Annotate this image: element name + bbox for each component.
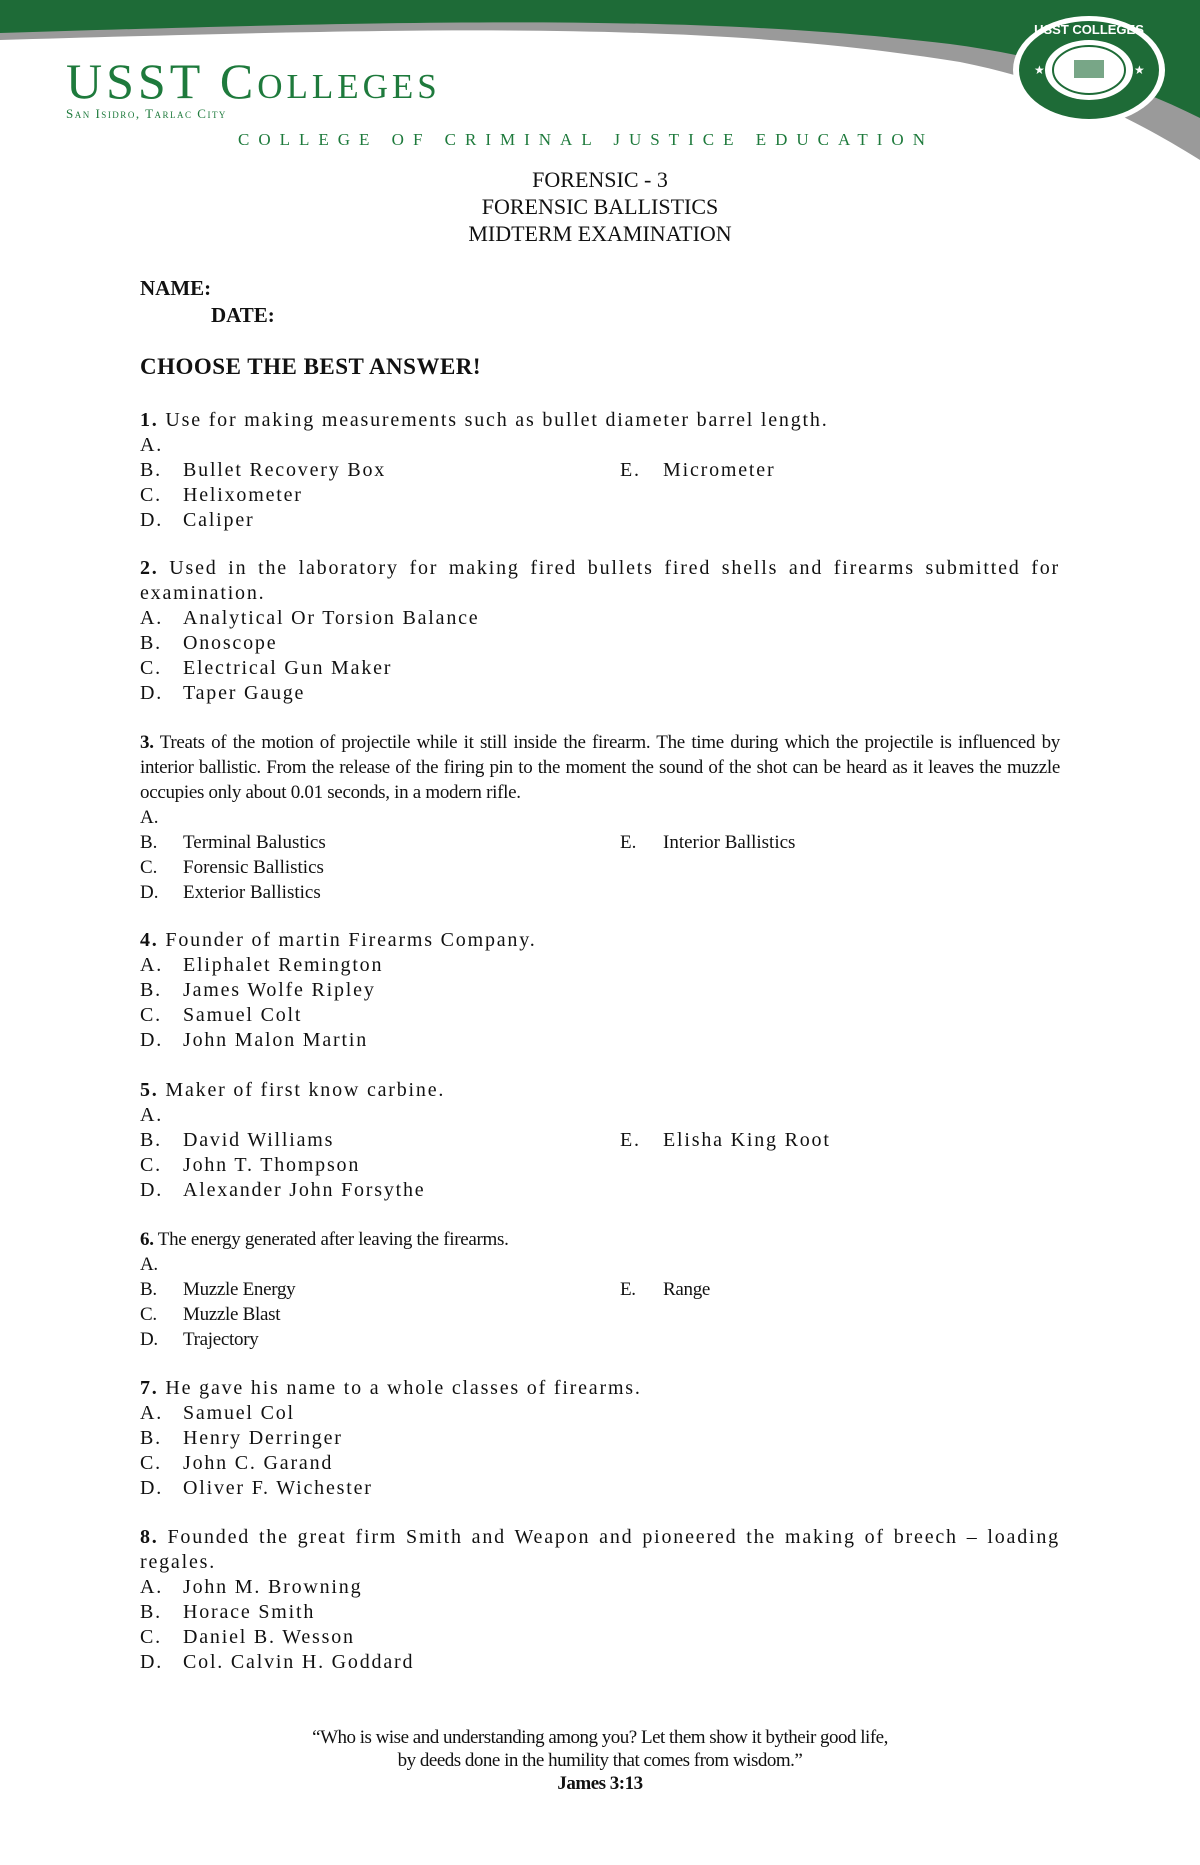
option-d[interactable]: D. Taper Gauge [140, 682, 306, 704]
school-logo [66, 53, 441, 122]
option-a[interactable]: A. [140, 434, 164, 456]
question-8 [140, 1525, 1060, 1675]
option-b[interactable]: B. Horace Smith [140, 1601, 316, 1623]
question-text: 3. Treats of the motion of projectile while it still inside the firearm. The time during which the projectile is influenced by interior ballistic. From the release of the firing pin to the moment the sound of the shot can be heard as it leaves the muzzle occupies only about 0.01 seconds, in a modern rifle. [140, 732, 1061, 803]
name-label: NAME: [140, 276, 212, 300]
option-b[interactable]: B. Henry Derringer [140, 1427, 343, 1449]
option-c[interactable]: C. Forensic Ballistics [140, 857, 324, 878]
option-a[interactable]: A. Analytical Or Torsion Balance [140, 607, 480, 629]
question-6 [140, 1227, 1060, 1352]
option-d[interactable]: D. John Malon Martin [140, 1029, 369, 1051]
option-b[interactable]: B. Onoscope [140, 632, 278, 654]
question-2 [140, 556, 1060, 706]
exam-title-line3: MIDTERM EXAMINATION [468, 221, 732, 246]
question-number: 4. [140, 929, 159, 951]
question-number: 7. [140, 1377, 159, 1399]
question-text: 8. Founded the great firm Smith and Weapon and pioneered the making of breech – loading regales. [140, 1526, 1060, 1573]
school-seal-icon [1008, 12, 1170, 134]
option-c[interactable]: C. John C. Garand [140, 1452, 334, 1474]
exam-title [0, 166, 1200, 247]
option-b[interactable]: B. Muzzle Energy E. Range [140, 1279, 711, 1300]
option-e: E. [620, 1279, 636, 1300]
quote-line-2: by deeds done in the humility that comes from wisdom.” [397, 1750, 803, 1771]
option-c[interactable]: C. John T. Thompson [140, 1154, 361, 1176]
date-label: DATE: [211, 303, 275, 327]
question-3 [140, 730, 1060, 905]
svg-text:★: ★ [1034, 63, 1045, 77]
option-b[interactable]: B. James Wolfe Ripley [140, 979, 376, 1001]
instruction-heading: CHOOSE THE BEST ANSWER! [140, 354, 482, 379]
question-text: 2. Used in the laboratory for making fired bullets fired shells and firearms submitted for examination. [140, 557, 1060, 604]
option-e: E. [620, 1129, 641, 1151]
option-b[interactable]: B. Bullet Recovery Box E. Micrometer [140, 459, 776, 481]
option-a[interactable]: A. John M. Browning [140, 1576, 363, 1598]
option-e: E. [620, 459, 641, 481]
question-text: 6. The energy generated after leaving the firearms. [140, 1229, 509, 1250]
option-a[interactable]: A. [140, 1104, 164, 1126]
quote-line-1: “Who is wise and understanding among you? Let them show it bytheir good life, [312, 1727, 888, 1748]
exam-title-line1: FORENSIC - 3 [532, 167, 668, 192]
question-5 [140, 1078, 1060, 1203]
question-7 [140, 1376, 1060, 1501]
school-location: San Isidro, Tarlac City [66, 106, 227, 121]
option-e: E. [620, 832, 637, 853]
school-name: USST Colleges [66, 53, 441, 109]
question-number: 2. [140, 557, 159, 579]
question-text: 4. Founder of martin Firearms Company. [140, 929, 537, 951]
option-b[interactable]: B. Terminal Balustics E. Interior Ballistics [140, 832, 796, 853]
option-c[interactable]: C. Electrical Gun Maker [140, 657, 393, 679]
question-number: 5. [140, 1079, 159, 1101]
quote-reference: James 3:13 [557, 1773, 643, 1794]
question-number: 3. [140, 732, 154, 753]
option-a[interactable]: A. [140, 807, 159, 828]
option-a[interactable]: A. Samuel Col [140, 1402, 295, 1424]
question-text: 1. Use for making measurements such as bullet diameter barrel length. [140, 409, 829, 431]
question-text: 7. He gave his name to a whole classes of firearms. [140, 1377, 642, 1399]
question-1 [140, 408, 1060, 533]
svg-text:★: ★ [1134, 63, 1145, 77]
option-c[interactable]: C. Daniel B. Wesson [140, 1626, 355, 1648]
college-name: COLLEGE OF CRIMINAL JUSTICE EDUCATION [238, 130, 934, 149]
question-number: 8. [140, 1526, 159, 1548]
option-d[interactable]: D. Trajectory [140, 1329, 259, 1350]
question-number: 1. [140, 409, 159, 431]
footer-quote [0, 1726, 1200, 1795]
question-4 [140, 928, 1060, 1053]
option-c[interactable]: C. Samuel Colt [140, 1004, 303, 1026]
exam-title-line2: FORENSIC BALLISTICS [481, 194, 719, 219]
option-c[interactable]: C. Helixometer [140, 484, 303, 506]
option-a[interactable]: A. Eliphalet Remington [140, 954, 384, 976]
option-c[interactable]: C. Muzzle Blast [140, 1304, 281, 1325]
option-d[interactable]: D. Caliper [140, 509, 255, 531]
question-text: 5. Maker of first know carbine. [140, 1079, 446, 1101]
seal-text: USST COLLEGES [1034, 22, 1144, 37]
option-d[interactable]: D. Alexander John Forsythe [140, 1179, 426, 1201]
option-d[interactable]: D. Col. Calvin H. Goddard [140, 1651, 415, 1673]
question-number: 6. [140, 1229, 154, 1250]
option-a[interactable]: A. [140, 1254, 158, 1275]
option-b[interactable]: B. David Williams E. Elisha King Root [140, 1129, 831, 1151]
option-d[interactable]: D. Oliver F. Wichester [140, 1477, 373, 1499]
option-d[interactable]: D. Exterior Ballistics [140, 882, 321, 903]
